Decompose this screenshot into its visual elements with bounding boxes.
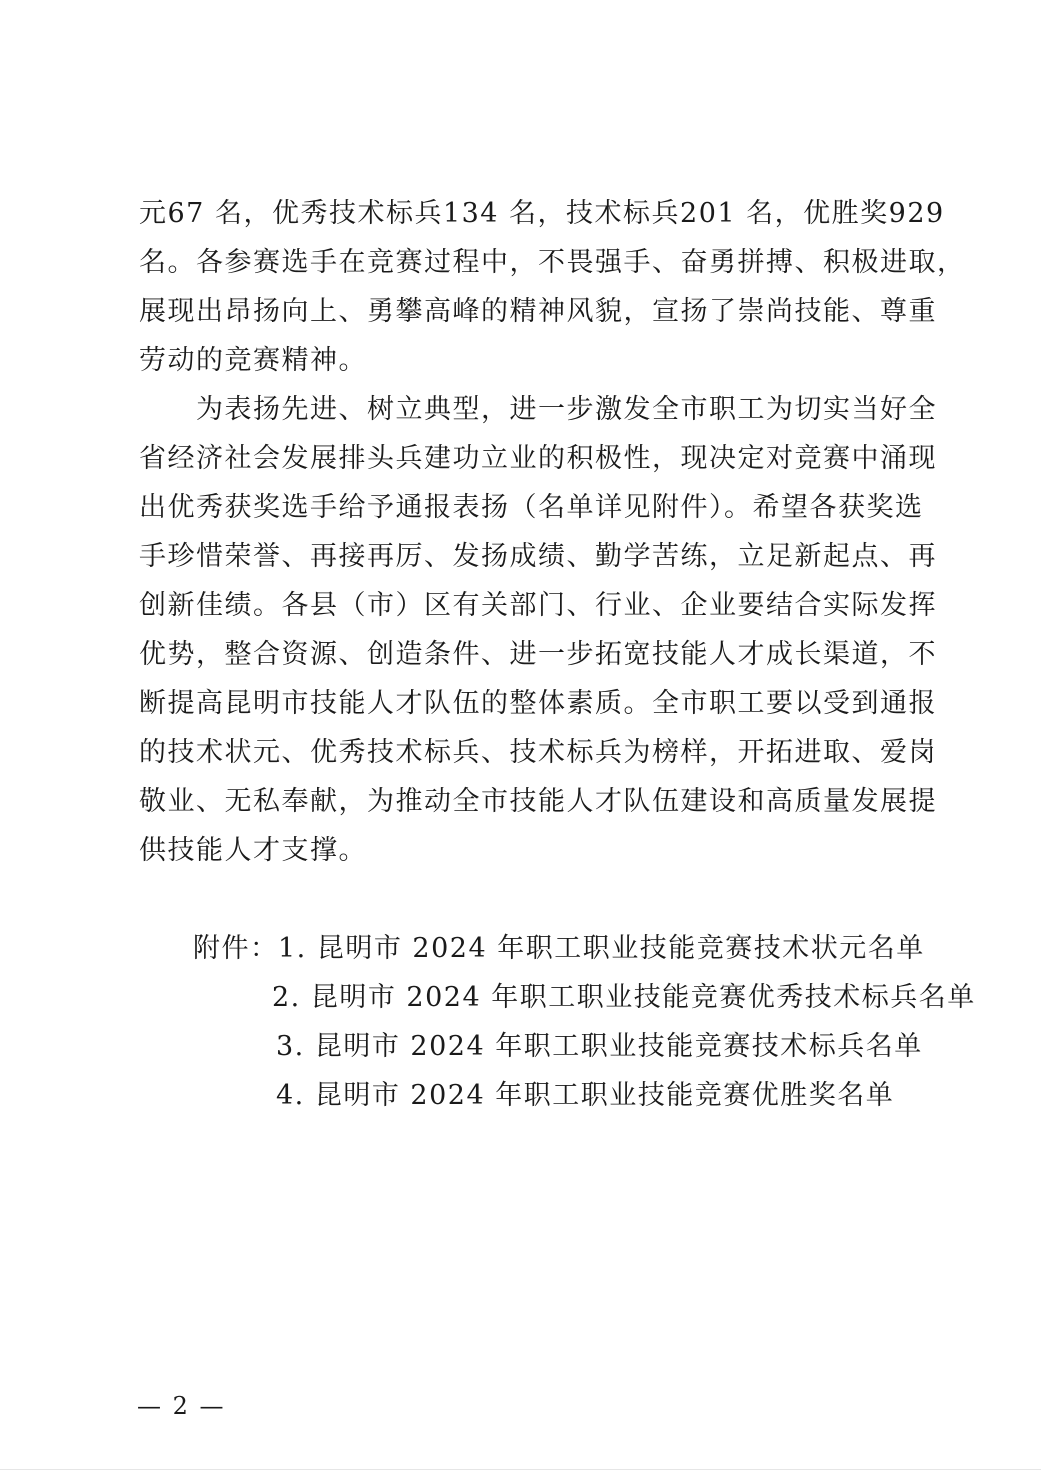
attachment-item-1: 1. 昆明市 2024 年职工职业技能竞赛技术状元名单: [278, 933, 925, 964]
text-line: 供技能人才支撑。: [139, 835, 367, 866]
text-line: 的技术状元、优秀技术标兵、技术标兵为榜样，开拓进取、爱岗: [139, 737, 937, 768]
text-line: 敬业、无私奉献，为推动全市技能人才队伍建设和高质量发展提: [139, 786, 937, 817]
text-line: 元67 名，优秀技术标兵134 名，技术标兵201 名，优胜奖929: [139, 198, 945, 229]
text-line: 断提高昆明市技能人才队伍的整体素质。全市职工要以受到通报: [139, 688, 937, 719]
text-line: 优势，整合资源、创造条件、进一步拓宽技能人才成长渠道，不: [139, 639, 937, 670]
attachment-item-2: 2. 昆明市 2024 年职工职业技能竞赛优秀技术标兵名单: [272, 982, 976, 1013]
text-line: 手珍惜荣誉、再接再厉、发扬成绩、勤学苦练，立足新起点、再: [139, 541, 937, 572]
text-line: 创新佳绩。各县（市）区有关部门、行业、企业要结合实际发挥: [139, 590, 937, 621]
text-line: 名。各参赛选手在竞赛过程中，不畏强手、奋勇拼搏、积极进取，: [139, 247, 966, 278]
text-line: 为表扬先进、树立典型，进一步激发全市职工为切实当好全: [139, 394, 937, 425]
text-line: 省经济社会发展排头兵建功立业的积极性，现决定对竞赛中涌现: [139, 443, 937, 474]
text-line: 出优秀获奖选手给予通报表扬（名单详见附件）。希望各获奖选: [139, 492, 924, 523]
page-number: — 2 —: [137, 1392, 226, 1420]
page-edge-divider: [0, 1469, 1041, 1470]
text-line: 劳动的竞赛精神。: [139, 345, 367, 376]
attachments-label: 附件：: [193, 933, 279, 964]
text-line: 展现出昂扬向上、勇攀高峰的精神风貌，宣扬了崇尚技能、尊重: [139, 296, 937, 327]
attachment-item-3: 3. 昆明市 2024 年职工职业技能竞赛技术标兵名单: [276, 1031, 923, 1062]
attachment-item-4: 4. 昆明市 2024 年职工职业技能竞赛优胜奖名单: [276, 1080, 895, 1111]
